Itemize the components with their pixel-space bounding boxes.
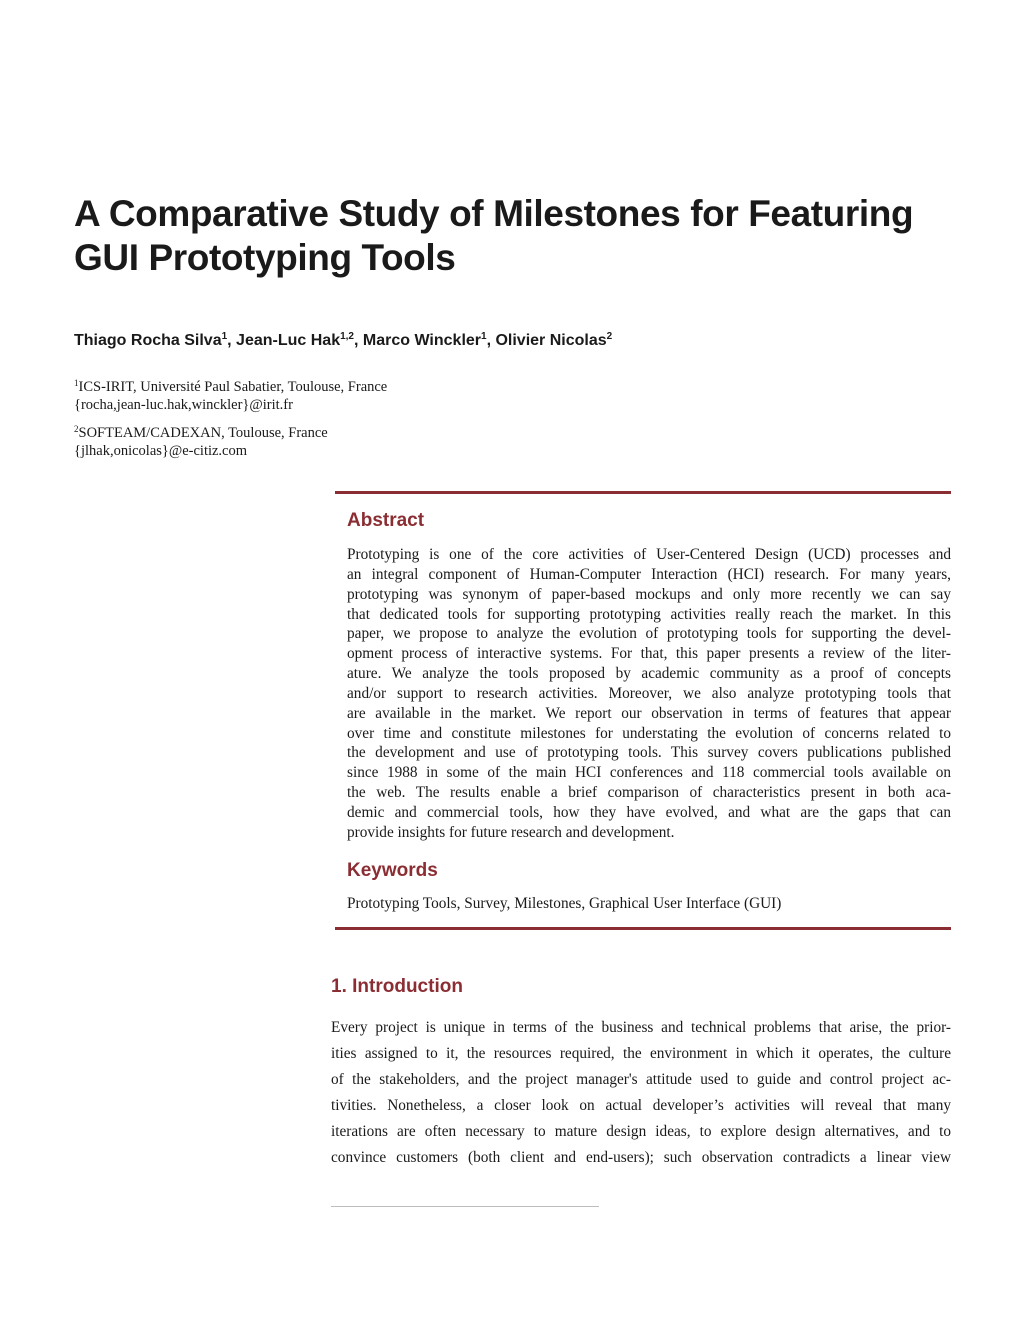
title-line: A Comparative Study of Milestones for Featuring (74, 193, 914, 234)
affiliation-1 (74, 374, 387, 414)
abstract-line: since 1988 in some of the main HCI conferences and 118 commercial tools available on (347, 764, 951, 782)
abstract-line: the web. The results enable a brief comparison of characteristics present in both aca- (347, 784, 951, 802)
abstract-line: provide insights for future research and development. (347, 823, 675, 841)
abstract-line: paper, we propose to analyze the evolution of prototyping tools for supporting the devel- (347, 625, 951, 643)
author-separator: , (227, 332, 237, 349)
author-list (74, 331, 612, 350)
abstract-text (347, 545, 951, 843)
author-affiliation-mark: 1 (221, 331, 228, 342)
introduction-line: Every project is unique in terms of the business and technical problems that arise, the prior- (331, 1019, 951, 1036)
abstract-line: over time and constitute milestones for understating the evolution of concerns related to (347, 724, 951, 742)
affiliation-text: SOFTEAM/CADEXAN, Toulouse, France (78, 425, 328, 441)
abstract-line: ature. We analyze the tools proposed by academic community as a proof of concepts (347, 665, 951, 683)
author-name: Marco Winckler (362, 332, 482, 349)
author-separator: , (486, 332, 496, 349)
title-line: GUI Prototyping Tools (74, 237, 456, 278)
author-affiliation-mark: 2 (606, 331, 613, 342)
abstract-bottom-divider (335, 927, 951, 930)
abstract-top-divider (335, 491, 951, 494)
author-name: Olivier Nicolas (495, 332, 607, 349)
author-affiliation-mark: 1,2 (340, 331, 354, 342)
introduction-text (331, 1015, 951, 1170)
abstract-line: demic and commercial tools, how they have evolved, and what are the gaps that can (347, 803, 951, 821)
abstract-line: are available in the market. We report our observation in terms of features that appear (347, 704, 951, 722)
author-name: Jean-Luc Hak (236, 332, 341, 349)
introduction-line: tivities. Nonetheless, a closer look on actual developer’s activities will reveal that many (331, 1096, 951, 1114)
footnote-divider (331, 1206, 599, 1207)
introduction-line: convince customers (both client and end-users); such observation contradicts a linear view (331, 1148, 951, 1166)
introduction-line: of the stakeholders, and the project manager's attitude used to guide and control project ac- (331, 1070, 951, 1088)
affiliation-email: {jlhak,onicolas}@e-citiz.com (74, 443, 248, 459)
abstract-line: and/or support to research activities. Moreover, we also analyze prototyping tools that (347, 684, 951, 702)
affiliation-mark: 2 (74, 424, 79, 434)
keywords-text: Prototyping Tools, Survey, Milestones, Graphical User Interface (GUI) (347, 895, 782, 912)
introduction-line: iterations are often necessary to mature design ideas, to explore design alternatives, and to (331, 1122, 951, 1140)
abstract-line: an integral component of Human-Computer Interaction (HCI) research. For many years, (347, 565, 951, 583)
affiliation-institution (74, 420, 328, 442)
abstract-line: prototyping was synonym of paper-based mockups and only more recently we can say (347, 585, 951, 603)
author-separator: , (354, 332, 363, 349)
affiliation-mark: 1 (74, 378, 79, 388)
introduction-line: ities assigned to it, the resources required, the environment in which it operates, the culture (331, 1044, 951, 1062)
author-name: Thiago Rocha Silva (74, 332, 222, 349)
affiliation-text: ICS-IRIT, Université Paul Sabatier, Toulouse, France (78, 379, 388, 395)
affiliation-email: {rocha,jean-luc.hak,winckler}@irit.fr (74, 397, 293, 413)
abstract-line: the development and use of prototyping tools. This survey covers publications published (347, 744, 951, 762)
abstract-line: opment process of interactive systems. For that, this paper presents a review of the liter- (347, 645, 951, 663)
author-affiliation-mark: 1 (481, 331, 487, 342)
keywords-heading: Keywords (347, 860, 438, 881)
abstract-heading: Abstract (347, 510, 425, 531)
paper-title (74, 192, 974, 280)
abstract-line: Prototyping is one of the core activities of User-Centered Design (UCD) processes and (347, 546, 951, 563)
affiliation-2 (74, 420, 328, 460)
abstract-line: that dedicated tools for supporting prototyping activities really reach the market. In this (347, 605, 951, 623)
affiliation-institution (74, 374, 387, 396)
introduction-heading: 1. Introduction (331, 976, 463, 997)
